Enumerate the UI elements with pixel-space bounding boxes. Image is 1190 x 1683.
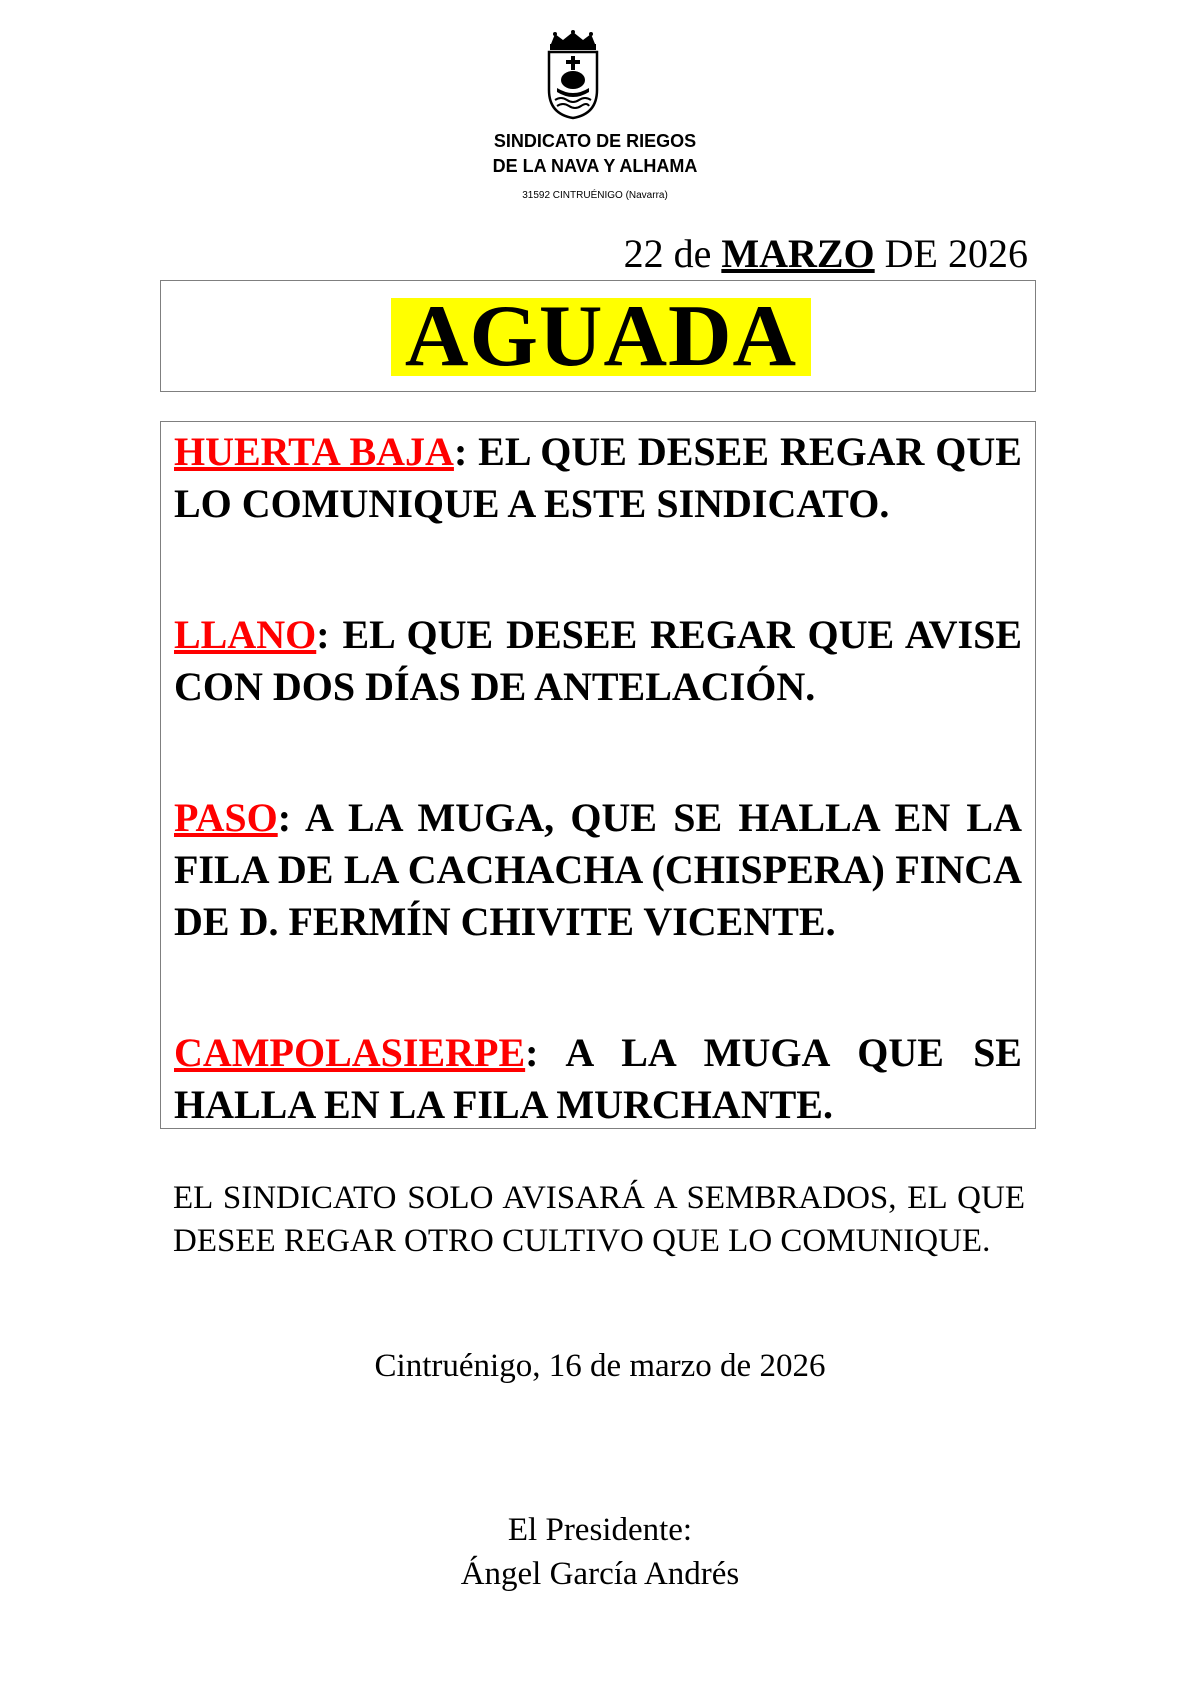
zone-label: CAMPOLASIERPE (174, 1030, 526, 1075)
zone-text: : A LA MUGA QUE SE HALLA EN LA FILA MURCHANTE. (174, 1030, 1022, 1127)
crops-note: EL SINDICATO SOLO AVISARÁ A SEMBRADOS, EL QUE DESEE REGAR OTRO CULTIVO QUE LO COMUNIQUE. (173, 1180, 1025, 1259)
zone-text: : A LA MUGA, QUE SE HALLA EN LA FILA DE LA CACHACHA (CHISPERA) FINCA DE D. FERMÍN CHIVITE VICENTE. (174, 795, 1022, 944)
signature-name: Ángel García Andrés (460, 1556, 740, 1592)
notice-title: AGUADA (391, 298, 811, 376)
org-name-line1: SINDICATO DE RIEGOS (493, 131, 697, 151)
notice-date-day: 22 de (623, 231, 722, 276)
zone-paragraph-huerta-baja (174, 426, 1022, 530)
place-and-date: Cintruénigo, 16 de marzo de 2026 (374, 1348, 826, 1384)
zone-paragraph-llano (174, 609, 1022, 713)
zone-paragraph-campolasierpe (174, 1027, 1022, 1131)
zone-label: PASO (174, 795, 278, 840)
zone-label: LLANO (174, 612, 317, 657)
signature-title: El Presidente: (507, 1512, 693, 1548)
zone-text: : EL QUE DESEE REGAR QUE LO COMUNIQUE A ESTE SINDICATO. (174, 429, 1022, 526)
zone-text: : EL QUE DESEE REGAR QUE AVISE CON DOS DÍAS DE ANTELACIÓN. (174, 612, 1022, 709)
coat-of-arms-icon (543, 30, 603, 120)
zones-box (160, 421, 1036, 1129)
org-name-line2: DE LA NAVA Y ALHAMA (492, 156, 698, 176)
zone-label: HUERTA BAJA (174, 429, 454, 474)
notice-date-year: DE 2026 (874, 231, 1028, 276)
zone-paragraph-paso (174, 792, 1022, 948)
notice-date (624, 230, 1028, 277)
org-address: 31592 CINTRUÉNIGO (Navarra) (522, 190, 668, 201)
title-box (160, 280, 1036, 392)
notice-date-month: MARZO (721, 231, 875, 276)
